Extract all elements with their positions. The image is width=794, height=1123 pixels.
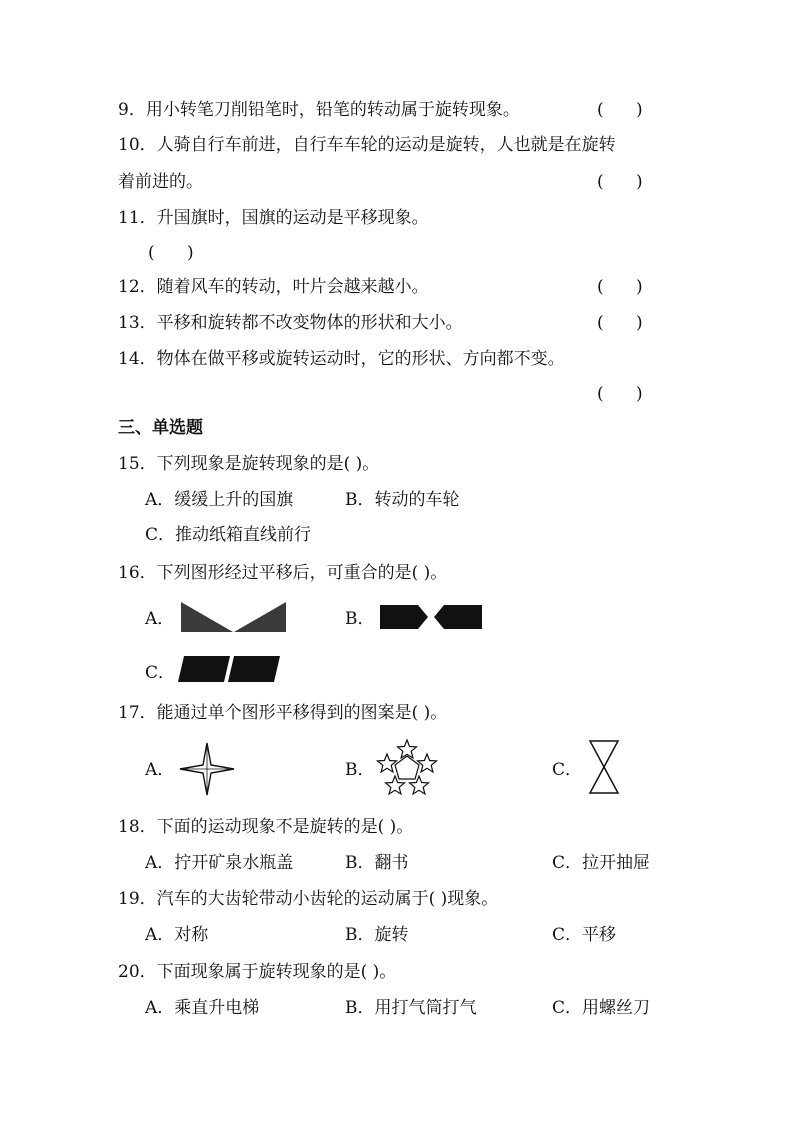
question-text: 下面的运动现象不是旋转的是( )。 bbox=[156, 817, 414, 837]
question-text: 下面现象属于旋转现象的是( )。 bbox=[156, 962, 397, 982]
question-number: 9． bbox=[118, 100, 146, 120]
option-c[interactable]: C．用螺丝刀 bbox=[552, 998, 651, 1018]
question-9 bbox=[118, 99, 520, 121]
question-number: 20． bbox=[118, 962, 157, 982]
pentagon-arrow-shape bbox=[380, 605, 428, 629]
question-16 bbox=[118, 562, 447, 584]
option-b[interactable]: B．用打气筒打气 bbox=[345, 998, 477, 1018]
question-number: 18． bbox=[118, 817, 157, 837]
option-a[interactable]: A．拧开矿泉水瓶盖 bbox=[145, 853, 294, 873]
two-arrow-shapes-figure bbox=[378, 603, 484, 631]
question-text: 人骑自行车前进，自行车车轮的运动是旋转，人也就是在旋转 bbox=[156, 135, 616, 155]
two-triangles-figure bbox=[178, 600, 290, 634]
question-19 bbox=[118, 888, 498, 910]
question-11 bbox=[118, 207, 429, 229]
answer-blank[interactable]: ( ) bbox=[597, 100, 643, 120]
question-number: 14． bbox=[118, 349, 157, 369]
question-text: 随着风车的转动，叶片会越来越小。 bbox=[156, 277, 429, 297]
question-20 bbox=[118, 961, 396, 983]
option-a[interactable]: A．对称 bbox=[145, 925, 209, 945]
answer-blank[interactable]: ( ) bbox=[597, 172, 643, 192]
question-text: 汽车的大齿轮带动小齿轮的运动属于( )现象。 bbox=[156, 889, 499, 909]
question-text: 物体在做平移或旋转运动时，它的形状、方向都不变。 bbox=[156, 349, 565, 369]
question-text: 升国旗时，国旗的运动是平移现象。 bbox=[156, 208, 429, 228]
question-number: 16． bbox=[118, 563, 157, 583]
question-number: 12． bbox=[118, 277, 157, 297]
question-12 bbox=[118, 276, 429, 298]
question-number: 11． bbox=[118, 208, 157, 228]
question-text: 平移和旋转都不改变物体的形状和大小。 bbox=[156, 313, 463, 333]
triangle-shape bbox=[590, 767, 618, 793]
triangle-shape bbox=[590, 741, 618, 767]
option-c[interactable]: C．平移 bbox=[552, 925, 617, 945]
answer-blank[interactable]: ( ) bbox=[597, 277, 643, 297]
hourglass-figure bbox=[588, 739, 620, 795]
pentagon-arrow-shape bbox=[434, 605, 482, 629]
question-text: 用小转笔刀削铅笔时，铅笔的转动属于旋转现象。 bbox=[145, 100, 520, 120]
answer-blank[interactable]: ( ) bbox=[597, 384, 643, 404]
question-14 bbox=[118, 348, 565, 370]
answer-blank[interactable]: ( ) bbox=[597, 313, 643, 333]
section-title: 三、单选题 bbox=[118, 418, 203, 438]
question-number: 13． bbox=[118, 313, 157, 333]
option-c[interactable]: C． bbox=[552, 760, 583, 780]
question-text: 能通过单个图形平移得到的图案是( )。 bbox=[156, 703, 448, 723]
option-a[interactable]: A．乘直升电梯 bbox=[145, 998, 260, 1018]
question-17 bbox=[118, 702, 447, 724]
question-10 bbox=[118, 134, 616, 156]
question-18 bbox=[118, 816, 413, 838]
option-c[interactable]: C． bbox=[145, 663, 176, 683]
question-text: 下列图形经过平移后，可重合的是( )。 bbox=[156, 563, 448, 583]
pentagon-shape bbox=[395, 756, 419, 779]
question-10-continued: 着前进的。 bbox=[118, 172, 203, 192]
option-a[interactable]: A．缓缓上升的国旗 bbox=[145, 490, 294, 510]
option-b[interactable]: B． bbox=[345, 760, 375, 780]
option-a[interactable]: A． bbox=[145, 609, 175, 629]
question-number: 10． bbox=[118, 135, 157, 155]
question-15 bbox=[118, 453, 379, 475]
option-b[interactable]: B．旋转 bbox=[345, 925, 409, 945]
option-b[interactable]: B． bbox=[345, 609, 375, 629]
option-c[interactable]: C．拉开抽屉 bbox=[552, 853, 651, 873]
triangle-shape bbox=[234, 602, 286, 632]
triangle-shape bbox=[181, 602, 233, 632]
option-c[interactable]: C．推动纸箱直线前行 bbox=[145, 525, 312, 545]
option-b[interactable]: B．转动的车轮 bbox=[345, 490, 460, 510]
ring-of-stars-figure bbox=[376, 738, 438, 798]
two-parallelograms-figure bbox=[176, 654, 282, 684]
option-b[interactable]: B．翻书 bbox=[345, 853, 409, 873]
parallelogram-shape bbox=[228, 656, 280, 682]
four-point-star-figure bbox=[178, 741, 236, 797]
question-number: 17． bbox=[118, 703, 157, 723]
answer-blank[interactable]: ( ) bbox=[148, 243, 194, 263]
parallelogram-shape bbox=[178, 656, 230, 682]
question-number: 19． bbox=[118, 889, 157, 909]
star-shape bbox=[378, 754, 397, 772]
option-a[interactable]: A． bbox=[145, 760, 175, 780]
star-shape bbox=[418, 754, 437, 772]
question-number: 15． bbox=[118, 454, 157, 474]
question-13 bbox=[118, 312, 463, 334]
question-text: 下列现象是旋转现象的是( )。 bbox=[156, 454, 380, 474]
